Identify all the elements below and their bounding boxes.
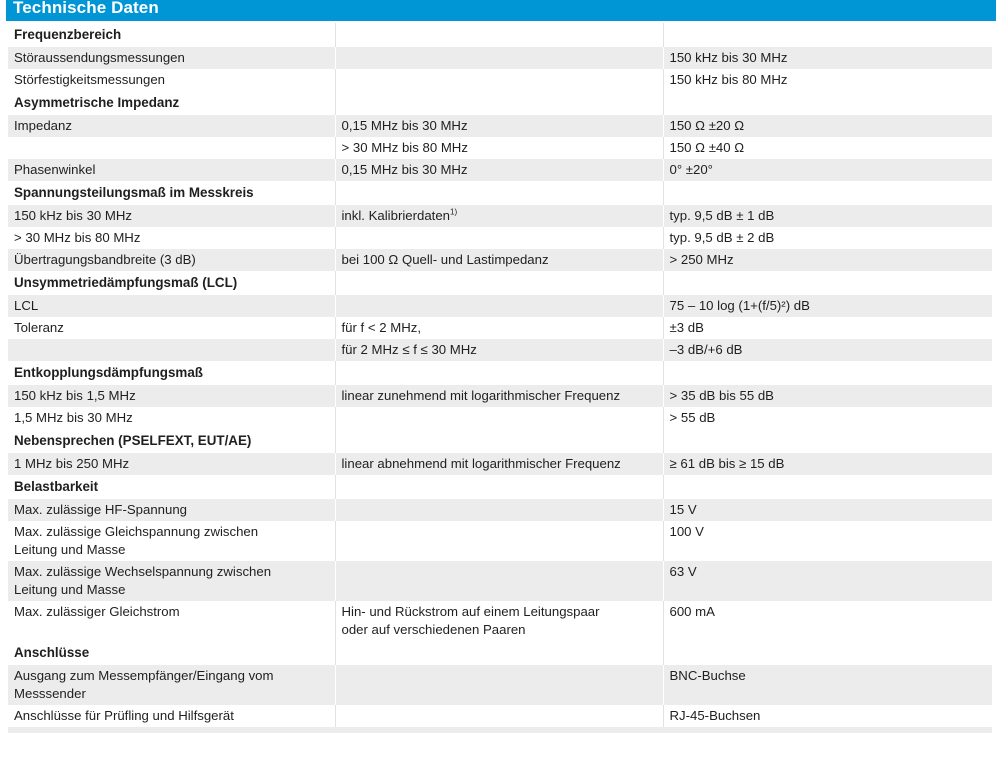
table-row bbox=[8, 159, 992, 181]
value-text: 63 V bbox=[669, 564, 697, 579]
condition-text: linear abnehmend mit logarithmischer Frequenz bbox=[341, 456, 621, 471]
section-heading-spacer bbox=[335, 361, 663, 385]
condition-cell bbox=[335, 521, 663, 561]
section-heading: Nebensprechen (PSELFEXT, EUT/AE) bbox=[8, 429, 335, 453]
section-heading-row bbox=[8, 361, 992, 385]
section-heading-spacer bbox=[663, 429, 992, 453]
value-cell bbox=[663, 115, 992, 137]
value-text: typ. 9,5 dB ± 2 dB bbox=[669, 230, 775, 245]
value-text: 150 Ω ±20 Ω bbox=[669, 118, 745, 133]
condition-text: Hin- und Rückstrom auf einem Leitungspaar oder auf verschiedenen Paaren bbox=[341, 604, 600, 637]
parameter-cell bbox=[8, 47, 335, 69]
table-row bbox=[8, 339, 992, 361]
param-text: Ausgang zum Messempfänger/Eingang vom Messsender bbox=[14, 668, 274, 701]
footnote-marker: 1) bbox=[450, 207, 458, 217]
table-row bbox=[8, 205, 992, 227]
condition-cell bbox=[335, 115, 663, 137]
parameter-cell bbox=[8, 385, 335, 407]
value-cell bbox=[663, 249, 992, 271]
table-row bbox=[8, 521, 992, 561]
value-cell bbox=[663, 705, 992, 727]
value-cell bbox=[663, 601, 992, 641]
value-cell bbox=[663, 499, 992, 521]
table-row bbox=[8, 407, 992, 429]
section-heading: Asymmetrische Impedanz bbox=[8, 91, 335, 115]
value-text: 75 – 10 log (1+(f/5)²) dB bbox=[669, 298, 810, 313]
table-row bbox=[8, 499, 992, 521]
section-heading: Spannungsteilungsmaß im Messkreis bbox=[8, 181, 335, 205]
table-row bbox=[8, 249, 992, 271]
section-heading-spacer bbox=[663, 361, 992, 385]
table-row bbox=[8, 385, 992, 407]
parameter-cell bbox=[8, 499, 335, 521]
parameter-cell bbox=[8, 521, 335, 561]
specs-table bbox=[8, 23, 992, 727]
section-heading: Entkopplungsdämpfungsmaß bbox=[8, 361, 335, 385]
value-cell bbox=[663, 205, 992, 227]
section-heading-spacer bbox=[335, 475, 663, 499]
specs-table-body bbox=[8, 23, 992, 727]
param-text: Max. zulässiger Gleichstrom bbox=[14, 604, 180, 619]
section-heading-spacer bbox=[335, 23, 663, 47]
condition-cell bbox=[335, 385, 663, 407]
section-heading-row bbox=[8, 641, 992, 665]
table-row bbox=[8, 227, 992, 249]
section-heading-spacer bbox=[335, 91, 663, 115]
value-cell bbox=[663, 385, 992, 407]
condition-cell bbox=[335, 69, 663, 91]
section-heading: Frequenzbereich bbox=[8, 23, 335, 47]
parameter-cell bbox=[8, 317, 335, 339]
value-text: 15 V bbox=[669, 502, 697, 517]
param-text: Max. zulässige Gleichspannung zwischen Leitung und Masse bbox=[14, 524, 259, 557]
condition-text: bei 100 Ω Quell- und Lastimpedanz bbox=[341, 252, 549, 267]
parameter-cell bbox=[8, 115, 335, 137]
value-text: 600 mA bbox=[669, 604, 715, 619]
condition-cell bbox=[335, 561, 663, 601]
value-text: ±3 dB bbox=[669, 320, 704, 335]
value-text: 150 kHz bis 80 MHz bbox=[669, 72, 788, 87]
condition-cell bbox=[335, 159, 663, 181]
section-heading-spacer bbox=[335, 181, 663, 205]
param-text: Störfestigkeitsmessungen bbox=[14, 72, 165, 87]
section-heading-row bbox=[8, 23, 992, 47]
parameter-cell bbox=[8, 453, 335, 475]
condition-text: linear zunehmend mit logarithmischer Frequenz bbox=[341, 388, 621, 403]
condition-text: für f < 2 MHz, bbox=[341, 320, 422, 335]
section-heading-spacer bbox=[335, 271, 663, 295]
param-text: Toleranz bbox=[14, 320, 64, 335]
condition-cell bbox=[335, 407, 663, 429]
table-row bbox=[8, 317, 992, 339]
parameter-cell bbox=[8, 561, 335, 601]
parameter-cell bbox=[8, 665, 335, 705]
value-cell bbox=[663, 227, 992, 249]
table-row bbox=[8, 561, 992, 601]
table-row bbox=[8, 47, 992, 69]
table-row bbox=[8, 115, 992, 137]
condition-cell bbox=[335, 601, 663, 641]
value-cell bbox=[663, 47, 992, 69]
parameter-cell bbox=[8, 137, 335, 159]
param-text: Übertragungsbandbreite (3 dB) bbox=[14, 252, 196, 267]
parameter-cell bbox=[8, 407, 335, 429]
param-text: LCL bbox=[14, 298, 39, 313]
section-heading-row bbox=[8, 429, 992, 453]
param-text: 150 kHz bis 1,5 MHz bbox=[14, 388, 136, 403]
param-text: Impedanz bbox=[14, 118, 72, 133]
section-heading: Anschlüsse bbox=[8, 641, 335, 665]
value-text: 150 Ω ±40 Ω bbox=[669, 140, 745, 155]
value-text: ≥ 61 dB bis ≥ 15 dB bbox=[669, 456, 785, 471]
condition-cell bbox=[335, 205, 663, 227]
section-heading-spacer bbox=[335, 641, 663, 665]
value-text: typ. 9,5 dB ± 1 dB bbox=[669, 208, 775, 223]
section-heading-spacer bbox=[663, 271, 992, 295]
parameter-cell bbox=[8, 601, 335, 641]
value-cell bbox=[663, 453, 992, 475]
value-cell bbox=[663, 159, 992, 181]
value-cell bbox=[663, 561, 992, 601]
param-text: 1 MHz bis 250 MHz bbox=[14, 456, 130, 471]
param-text: 150 kHz bis 30 MHz bbox=[14, 208, 132, 223]
condition-cell bbox=[335, 317, 663, 339]
value-text: > 55 dB bbox=[669, 410, 716, 425]
value-text: 100 V bbox=[669, 524, 704, 539]
parameter-cell bbox=[8, 295, 335, 317]
condition-text: inkl. Kalibrierdaten bbox=[341, 208, 450, 223]
parameter-cell bbox=[8, 159, 335, 181]
param-text: Anschlüsse für Prüfling und Hilfsgerät bbox=[14, 708, 234, 723]
section-heading-row bbox=[8, 475, 992, 499]
table-row bbox=[8, 705, 992, 727]
parameter-cell bbox=[8, 69, 335, 91]
parameter-cell bbox=[8, 227, 335, 249]
section-heading: Unsymmetriedämpfungsmaß (LCL) bbox=[8, 271, 335, 295]
param-text: Max. zulässige Wechselspannung zwischen Leitung und Masse bbox=[14, 564, 272, 597]
value-cell bbox=[663, 69, 992, 91]
value-text: > 35 dB bis 55 dB bbox=[669, 388, 774, 403]
condition-cell bbox=[335, 137, 663, 159]
condition-text: für 2 MHz ≤ f ≤ 30 MHz bbox=[341, 342, 477, 357]
page-title: Technische Daten bbox=[13, 0, 159, 17]
section-heading-spacer bbox=[663, 475, 992, 499]
param-text: Störaussendungsmessungen bbox=[14, 50, 185, 65]
condition-text: > 30 MHz bis 80 MHz bbox=[341, 140, 468, 155]
value-text: 0° ±20° bbox=[669, 162, 713, 177]
section-heading-spacer bbox=[663, 23, 992, 47]
value-cell bbox=[663, 295, 992, 317]
parameter-cell bbox=[8, 249, 335, 271]
condition-cell bbox=[335, 227, 663, 249]
value-cell bbox=[663, 339, 992, 361]
param-text: 1,5 MHz bis 30 MHz bbox=[14, 410, 133, 425]
parameter-cell bbox=[8, 705, 335, 727]
condition-cell bbox=[335, 47, 663, 69]
condition-text: 0,15 MHz bis 30 MHz bbox=[341, 118, 468, 133]
table-row bbox=[8, 601, 992, 641]
condition-text: 0,15 MHz bis 30 MHz bbox=[341, 162, 468, 177]
param-text: > 30 MHz bis 80 MHz bbox=[14, 230, 141, 245]
title-bar bbox=[6, 0, 996, 23]
parameter-cell bbox=[8, 205, 335, 227]
condition-cell bbox=[335, 665, 663, 705]
value-cell bbox=[663, 407, 992, 429]
table-row bbox=[8, 665, 992, 705]
condition-cell bbox=[335, 499, 663, 521]
bottom-rule bbox=[8, 727, 992, 733]
section-heading-spacer bbox=[663, 641, 992, 665]
condition-cell bbox=[335, 339, 663, 361]
condition-cell bbox=[335, 705, 663, 727]
section-heading-spacer bbox=[335, 429, 663, 453]
section-heading-spacer bbox=[663, 91, 992, 115]
table-row bbox=[8, 295, 992, 317]
value-cell bbox=[663, 317, 992, 339]
section-heading: Belastbarkeit bbox=[8, 475, 335, 499]
condition-cell bbox=[335, 453, 663, 475]
value-text: BNC-Buchse bbox=[669, 668, 746, 683]
section-heading-row bbox=[8, 91, 992, 115]
section-heading-row bbox=[8, 271, 992, 295]
condition-cell bbox=[335, 249, 663, 271]
spec-sheet bbox=[6, 0, 996, 733]
value-text: > 250 MHz bbox=[669, 252, 734, 267]
condition-cell bbox=[335, 295, 663, 317]
value-cell bbox=[663, 665, 992, 705]
value-text: RJ-45-Buchsen bbox=[669, 708, 761, 723]
table-row bbox=[8, 453, 992, 475]
parameter-cell bbox=[8, 339, 335, 361]
value-cell bbox=[663, 137, 992, 159]
table-row bbox=[8, 69, 992, 91]
param-text: Max. zulässige HF-Spannung bbox=[14, 502, 187, 517]
value-text: 150 kHz bis 30 MHz bbox=[669, 50, 788, 65]
section-heading-spacer bbox=[663, 181, 992, 205]
param-text: Phasenwinkel bbox=[14, 162, 96, 177]
section-heading-row bbox=[8, 181, 992, 205]
value-cell bbox=[663, 521, 992, 561]
table-row bbox=[8, 137, 992, 159]
value-text: –3 dB/+6 dB bbox=[669, 342, 743, 357]
